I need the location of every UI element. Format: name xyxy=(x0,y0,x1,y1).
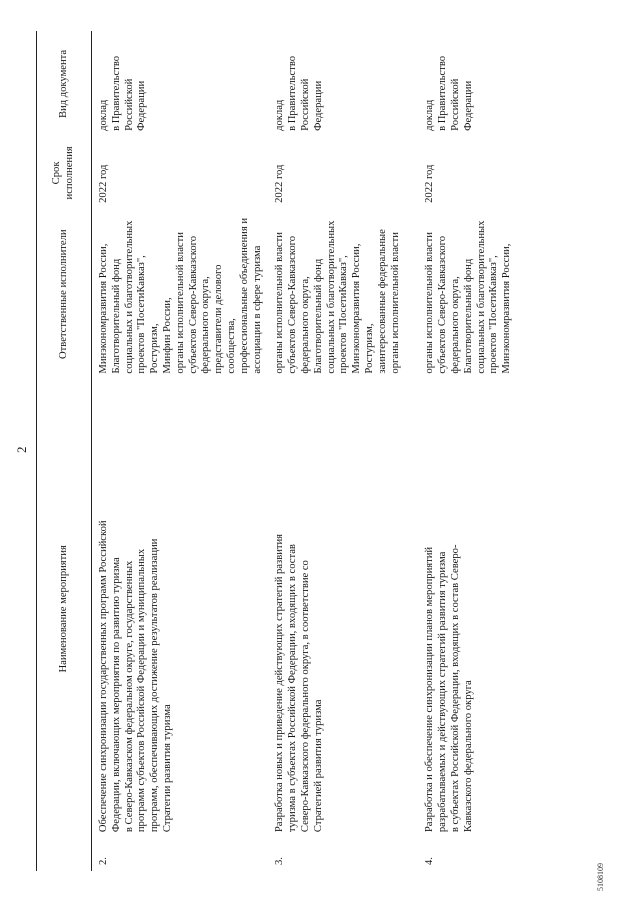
row-doc-type: доклад в Правительство Российской Федерации xyxy=(274,55,324,131)
page-number: 2 xyxy=(14,446,29,453)
header-doc-type: Вид документа xyxy=(37,31,92,137)
row-name: Разработка и обеспечение синхронизации планов мероприятий разрабатываемых и действующих стратегий развития туризма в субъектах Российской Федерации, входящих в состав Северо- Кавказского федерального округа xyxy=(424,544,474,833)
table-row xyxy=(268,31,418,871)
table-row xyxy=(418,31,568,871)
header-term: Срок исполнения xyxy=(37,137,92,209)
row-number: 2. xyxy=(98,857,109,865)
row-name: Обеспечение синхронизации государственных программ Российской Федерации, включающих мероприятия по развитию туризма в Северо-Кавказском федеральном округе, государственных программ субъектов Российской Федерации и муниципальных программ, обеспечивающих достижение результатов реализации Стратегии развития туризма xyxy=(98,520,173,833)
row-term: 2022 год xyxy=(424,164,436,203)
measures-table xyxy=(36,31,568,871)
document-id: 5108109 xyxy=(596,863,605,891)
header-executors: Ответственные исполнители xyxy=(37,209,92,380)
header-number xyxy=(37,838,92,871)
row-doc-type: доклад в Правительство Российской Федерации xyxy=(98,55,148,131)
row-number: 3. xyxy=(274,857,286,865)
row-term: 2022 год xyxy=(274,164,286,203)
table-row xyxy=(92,31,269,871)
header-name: Наименование мероприятия xyxy=(37,380,92,839)
row-name: Разработка новых и приведение действующих стратегий развития туризма в субъектах Российской Федерации, входящих в состав Северо-Кавказского федерального округа, в соответствие со Стратегией развития туризма xyxy=(274,533,324,833)
row-executors: органы исполнительной власти субъектов Северо-Кавказского федерального округа, Благотворительный фонд социальных и благотворительных проектов "ПосетиКавказ", Минэкономразвития России, xyxy=(424,220,513,374)
row-doc-type: доклад в Правительство Российской Федерации xyxy=(424,55,474,131)
row-executors: органы исполнительной власти субъектов Северо-Кавказского федерального округа, Благотворительный фонд социальных и благотворительных проектов "ПосетиКавказ", Минэкономразвития России, Ростуризм, заинтересованные федеральные органы исполнительной власти xyxy=(274,220,401,374)
row-number: 4. xyxy=(424,857,436,865)
table-header-row xyxy=(37,31,92,871)
row-executors: Минэкономразвития России, Благотворительный фонд социальных и благотворительных проектов "ПосетиКавказ", Ростуризм, Минфин России, органы исполнительной власти субъектов Северо-Кавказского федерального округа, представители делового сообщества, профессиональные объединения и ассоциации в сфере туризма xyxy=(98,217,263,374)
row-term: 2022 год xyxy=(98,164,109,203)
